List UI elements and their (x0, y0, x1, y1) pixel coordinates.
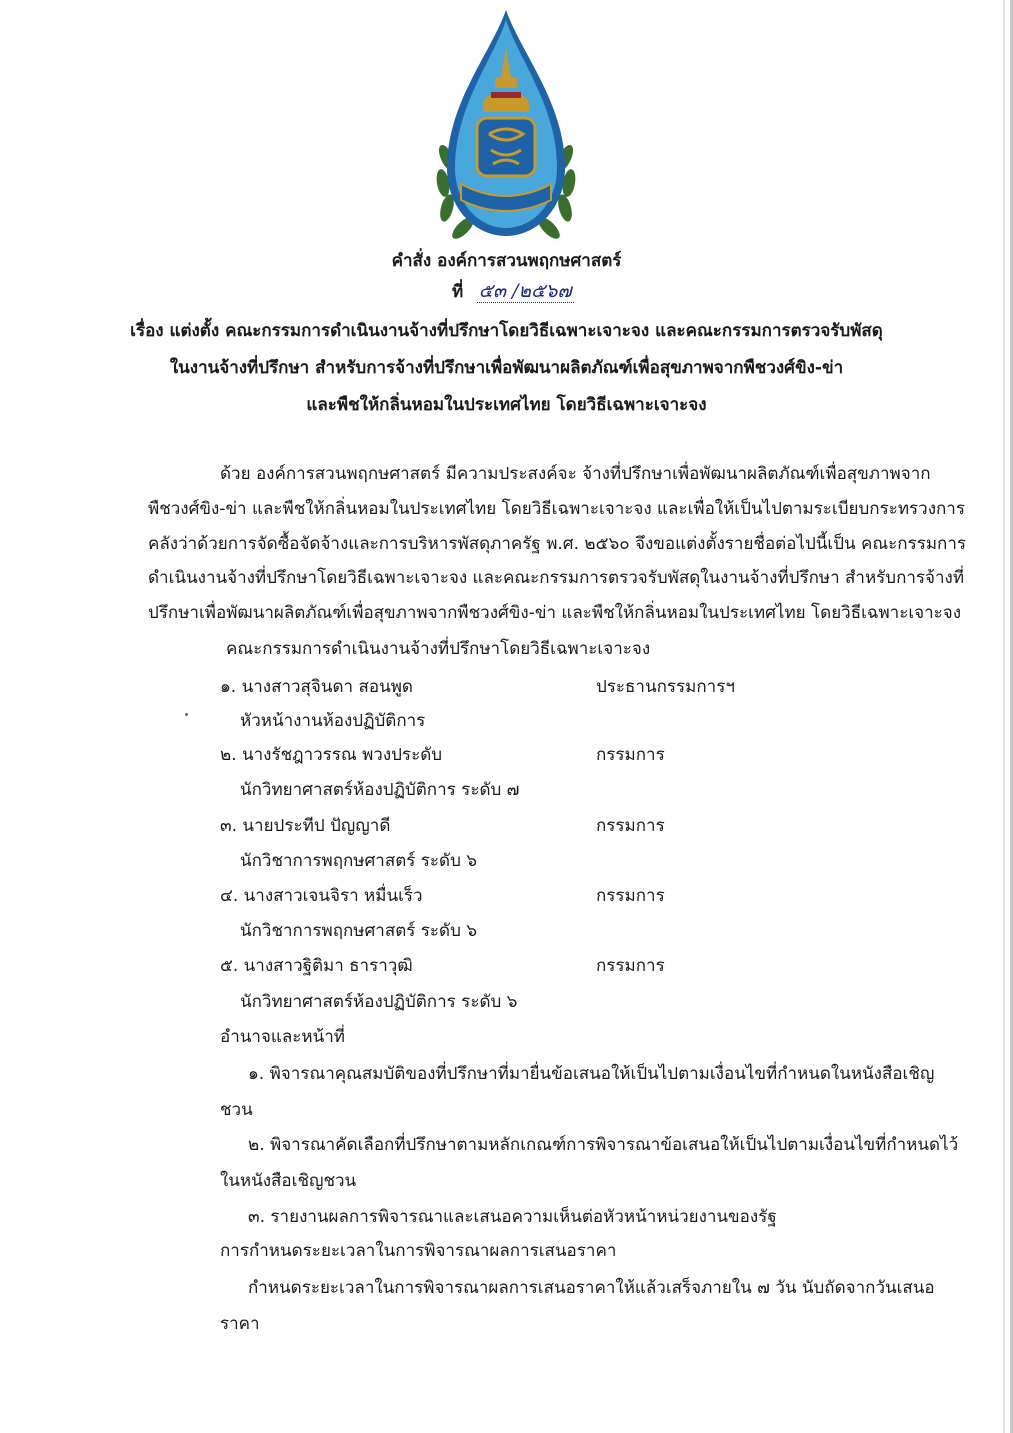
member-role: กรรมการ (596, 816, 665, 836)
intro-line-1: ด้วย องค์การสวนพฤกษศาสตร์ มีความประสงค์จะ จ้างที่ปรึกษาเพื่อพัฒนาผลิตภัณฑ์เพื่อสุขภาพจาก (220, 464, 931, 484)
order-number-value: ๕๓ /๒๕๖๗ (478, 280, 572, 302)
member-position: นักวิชาการพฤกษศาสตร์ ระดับ ๖ (240, 851, 478, 871)
order-number (452, 280, 574, 303)
duty-1-rest: ชวน (220, 1100, 253, 1120)
subject-line-2: ในงานจ้างที่ปรึกษา สำหรับการจ้างที่ปรึกษาเพื่อพัฒนาผลิตภัณฑ์เพื่อสุขภาพจากพืชวงศ์ขิง-ข่า (169, 358, 844, 378)
member-role: กรรมการ (596, 956, 665, 976)
member-role: ประธานกรรมการฯ (596, 677, 735, 697)
order-number-label: ที่ (452, 282, 464, 302)
order-title: คำสั่ง องค์การสวนพฤกษศาสตร์ (391, 251, 622, 271)
timeline-rest: ราคา (220, 1314, 260, 1334)
duty-3-first: ๓. รายงานผลการพิจารณาและเสนอความเห็นต่อหัวหน้าหน่วยงานของรัฐ (248, 1207, 777, 1227)
subject-line-1: เรื่อง แต่งตั้ง คณะกรรมการดำเนินงานจ้างที่ปรึกษาโดยวิธีเฉพาะเจาะจง และคณะกรรมการตรวจรับพัสดุ (130, 321, 883, 341)
timeline-heading: การกำหนดระยะเวลาในการพิจารณาผลการเสนอราคา (220, 1241, 617, 1261)
member-name: ๔. นางสาวเจนจิรา หมื่นเร็ว (220, 886, 423, 906)
duty-2-rest: ในหนังสือเชิญชวน (220, 1171, 357, 1191)
intro-line-3: คลังว่าด้วยการจัดซื้อจัดจ้างและการบริหารพัสดุภาครัฐ พ.ศ. ๒๕๖๐ จึงขอแต่งตั้งรายชื่อต่อไปนี้เป็น คณะกรรมการ (148, 534, 967, 554)
timeline-first: กำหนดระยะเวลาในการพิจารณาผลการเสนอราคาให้แล้วเสร็จภายใน ๗ วัน นับถัดจากวันเสนอ (248, 1278, 935, 1298)
member-name: ๕. นางสาวฐิติมา ธาราวุฒิ (220, 956, 413, 976)
member-role: กรรมการ (596, 745, 665, 765)
member-name: ๒. นางรัชฎาวรรณ พวงประดับ (220, 745, 443, 765)
organization-emblem-logo (433, 8, 579, 248)
duty-2-first: ๒. พิจารณาคัดเลือกที่ปรึกษาตามหลักเกณฑ์การพิจารณาข้อเสนอให้เป็นไปตามเงื่อนไขที่กำหนดไว้ (248, 1135, 959, 1155)
scan-speck (185, 713, 188, 716)
intro-line-4: ดำเนินงานจ้างที่ปรึกษาโดยวิธีเฉพาะเจาะจง และคณะกรรมการตรวจรับพัสดุในงานจ้างที่ปรึกษา สำหรับการจ้างที่ (148, 568, 965, 588)
duties-heading: อำนาจและหน้าที่ (220, 1027, 345, 1047)
member-position: นักวิชาการพฤกษศาสตร์ ระดับ ๖ (240, 921, 478, 941)
subject-line-3: และพืชให้กลิ่นหอมในประเทศไทย โดยวิธีเฉพาะเจาะจง (306, 395, 707, 415)
intro-line-5: ปรึกษาเพื่อพัฒนาผลิตภัณฑ์เพื่อสุขภาพจากพืชวงศ์ขิง-ข่า และพืชให้กลิ่นหอมในประเทศไทย โดยวิธีเฉพาะเจาะจง (148, 603, 962, 623)
member-name: ๓. นายประทีป ปัญญาดี (220, 816, 391, 836)
committee-heading: คณะกรรมการดำเนินงานจ้างที่ปรึกษาโดยวิธีเฉพาะเจาะจง (226, 639, 651, 659)
member-position: นักวิทยาศาสตร์ห้องปฏิบัติการ ระดับ ๗ (240, 780, 520, 800)
member-name: ๑. นางสาวสุจินดา สอนพูด (220, 677, 413, 697)
member-role: กรรมการ (596, 886, 665, 906)
scan-edge (1003, 0, 1005, 1433)
member-position: นักวิทยาศาสตร์ห้องปฏิบัติการ ระดับ ๖ (240, 992, 518, 1012)
member-position: หัวหน้างานห้องปฏิบัติการ (240, 711, 426, 731)
duty-1-first: ๑. พิจารณาคุณสมบัติของที่ปรึกษาที่มายื่นข้อเสนอให้เป็นไปตามเงื่อนไขที่กำหนดในหนังสือเชิญ (248, 1064, 935, 1084)
intro-line-2: พืชวงศ์ขิง-ข่า และพืชให้กลิ่นหอมในประเทศไทย โดยวิธีเฉพาะเจาะจง และเพื่อให้เป็นไปตามระเบียบกระทรวงการ (148, 499, 965, 519)
